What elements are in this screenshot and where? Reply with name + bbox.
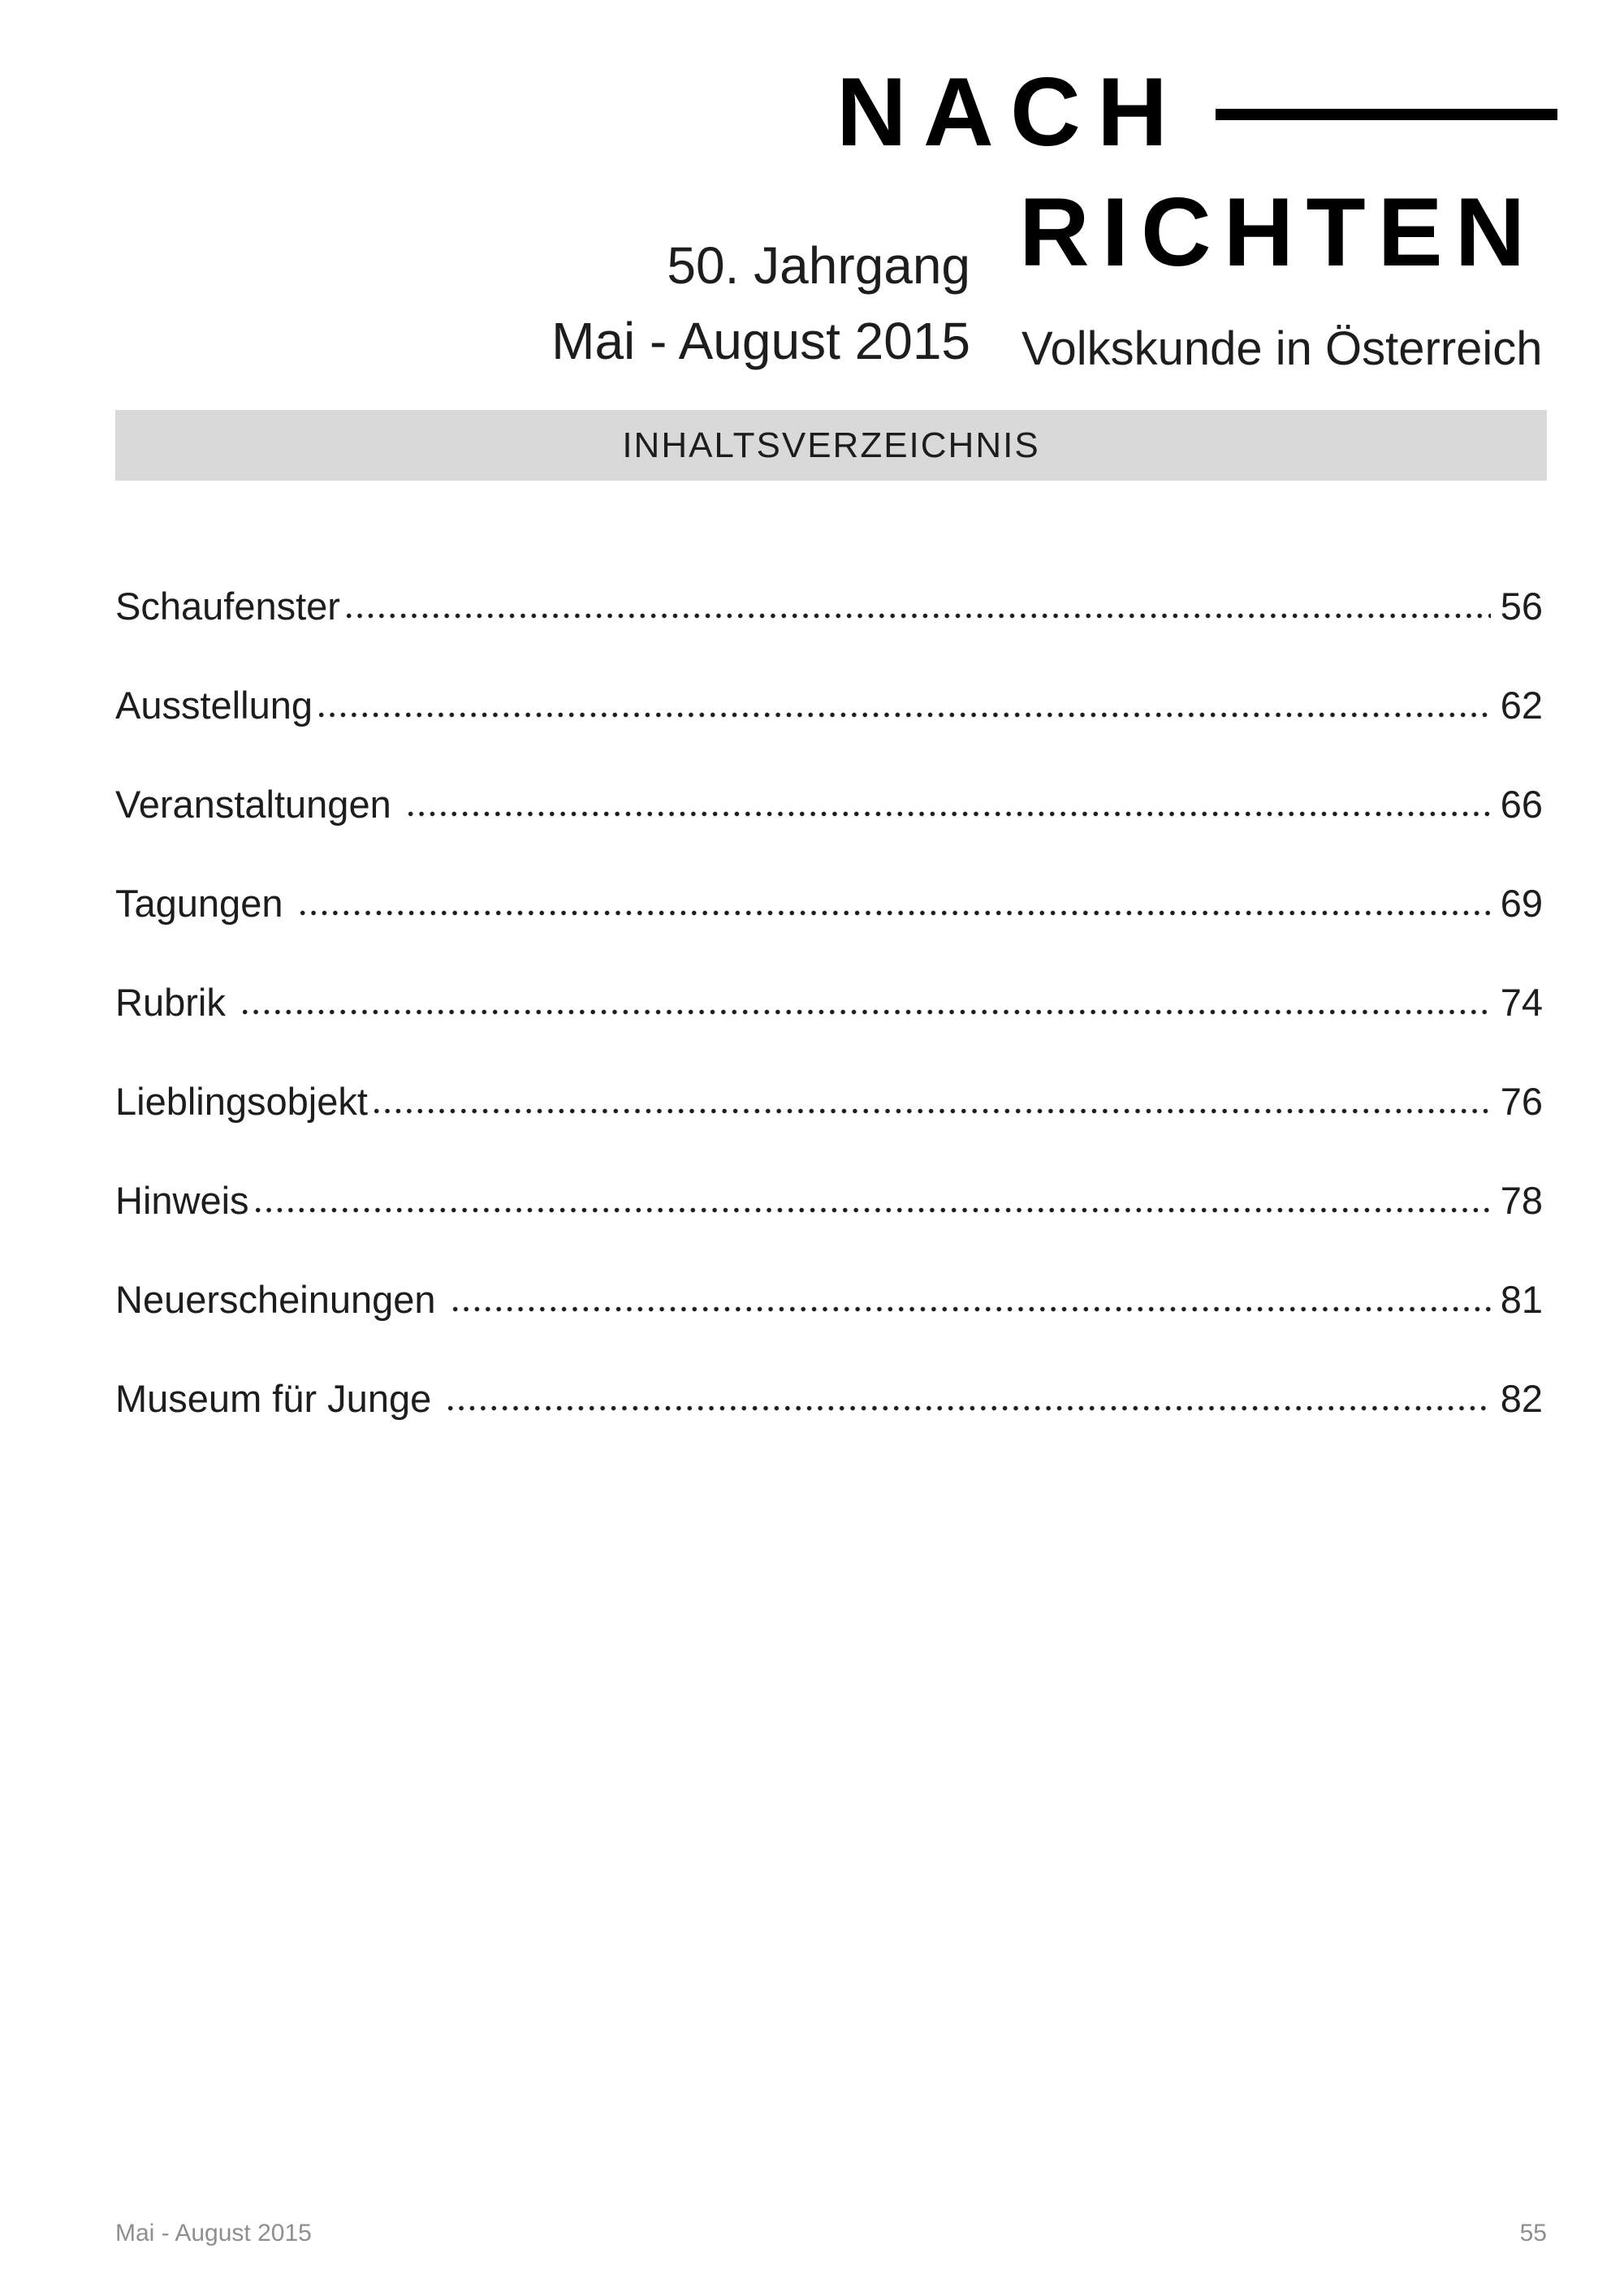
toc-entry-label: Ausstellung	[115, 684, 313, 727]
footer-issue-label: Mai - August 2015	[115, 2220, 312, 2246]
issue-dates: Mai - August 2015	[551, 312, 970, 370]
toc-leader-dots	[253, 1175, 1491, 1222]
toc-page-number: 81	[1500, 1278, 1543, 1321]
toc-page-number: 66	[1500, 783, 1543, 826]
toc-entry-label: Lieblingsobjekt	[115, 1080, 368, 1123]
toc-page-number: 82	[1500, 1377, 1543, 1420]
toc-row	[115, 878, 1543, 925]
toc-leader-dots	[343, 580, 1491, 628]
section-title-band	[115, 410, 1547, 481]
toc-page-number: 62	[1500, 684, 1543, 727]
toc-entry-label: Neuerscheinungen	[115, 1278, 447, 1321]
toc-page-number: 69	[1500, 882, 1543, 925]
page-footer	[115, 2219, 1547, 2248]
toc-list	[115, 580, 1543, 1472]
toc-leader-dots	[450, 1274, 1491, 1321]
issue-block	[551, 228, 970, 379]
toc-leader-dots	[316, 680, 1491, 727]
toc-entry-label: Museum für Junge	[115, 1377, 443, 1420]
toc-leader-dots	[240, 977, 1491, 1024]
toc-row	[115, 1076, 1543, 1123]
toc-entry-label: Tagungen	[115, 882, 294, 925]
toc-page-number: 74	[1500, 981, 1543, 1024]
section-title: INHALTSVERZEICHNIS	[622, 425, 1040, 465]
toc-row	[115, 680, 1543, 727]
toc-page-number: 76	[1500, 1080, 1543, 1123]
toc-row	[115, 1175, 1543, 1222]
toc-entry-label: Rubrik	[115, 981, 236, 1024]
masthead-subtitle: Volkskunde in Österreich	[1021, 322, 1543, 375]
toc-entry-label: Veranstaltungen	[115, 783, 402, 826]
toc-leader-dots	[405, 779, 1491, 826]
toc-page-number: 78	[1500, 1179, 1543, 1222]
toc-leader-dots	[371, 1076, 1491, 1123]
toc-entry-label: Schaufenster	[115, 585, 340, 628]
toc-row	[115, 779, 1543, 826]
toc-row	[115, 580, 1543, 628]
toc-entry-label: Hinweis	[115, 1179, 249, 1222]
logo-rule	[1216, 109, 1557, 120]
toc-page-number: 56	[1500, 585, 1543, 628]
toc-row	[115, 977, 1543, 1024]
footer-page-number: 55	[1519, 2220, 1547, 2246]
toc-leader-dots	[445, 1373, 1490, 1420]
toc-row	[115, 1274, 1543, 1321]
logo-line2: RICHTEN	[1019, 178, 1538, 287]
volume-label: 50. Jahrgang	[667, 236, 970, 295]
toc-leader-dots	[297, 878, 1491, 925]
toc-row	[115, 1373, 1543, 1420]
logo-line1: NACH	[836, 58, 1185, 166]
